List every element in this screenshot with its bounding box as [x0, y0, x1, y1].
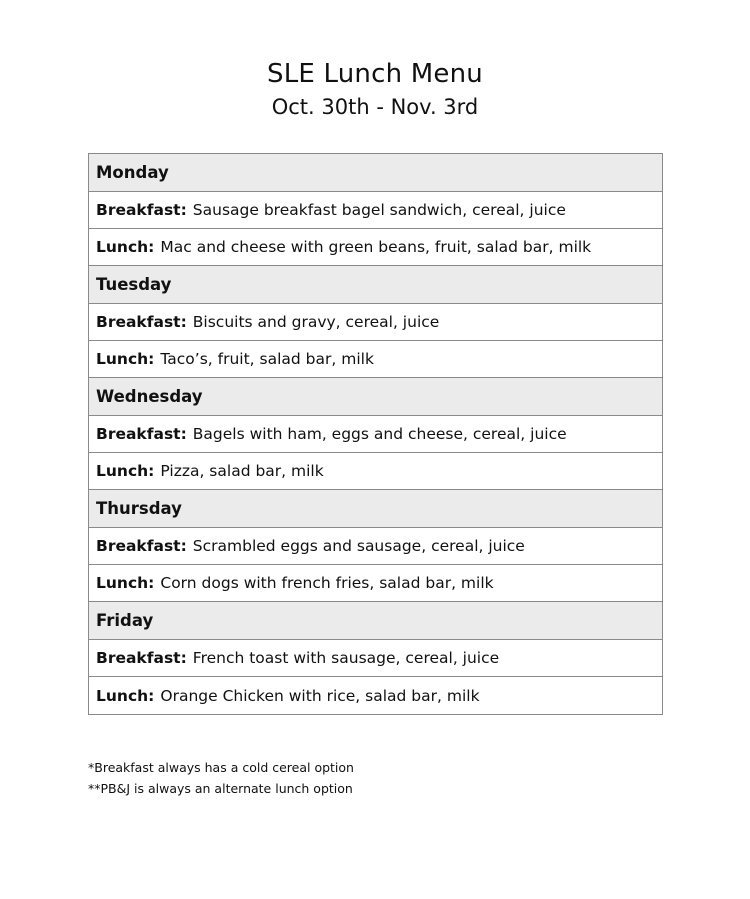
day-header-thursday: Thursday — [89, 490, 662, 528]
breakfast-label: Breakfast: — [96, 425, 187, 443]
lunch-items: Orange Chicken with rice, salad bar, milk — [160, 686, 480, 705]
breakfast-label: Breakfast: — [96, 201, 187, 219]
breakfast-items: Biscuits and gravy, cereal, juice — [192, 313, 440, 331]
breakfast-items: Scrambled eggs and sausage, cereal, juice — [192, 537, 525, 555]
day-header-monday: Monday — [89, 154, 662, 192]
breakfast-row-thursday — [89, 528, 662, 565]
lunch-row-wednesday — [89, 453, 662, 490]
lunch-label: Lunch: — [96, 462, 155, 480]
breakfast-label: Breakfast: — [96, 313, 187, 331]
day-header-tuesday: Tuesday — [89, 266, 662, 304]
lunch-label: Lunch: — [96, 686, 155, 705]
breakfast-items: Sausage breakfast bagel sandwich, cereal, juice — [192, 201, 566, 219]
lunch-row-friday — [89, 677, 662, 714]
footnote-lunch: **PB&J is always an alternate lunch option — [88, 781, 353, 796]
lunch-items: Mac and cheese with green beans, fruit, salad bar, milk — [160, 238, 592, 256]
lunch-items: Pizza, salad bar, milk — [160, 462, 324, 480]
breakfast-label: Breakfast: — [96, 649, 187, 667]
breakfast-items: Bagels with ham, eggs and cheese, cereal, juice — [192, 425, 567, 443]
breakfast-row-friday — [89, 640, 662, 677]
lunch-label: Lunch: — [96, 350, 155, 368]
lunch-items: Corn dogs with french fries, salad bar, milk — [160, 574, 494, 592]
breakfast-label: Breakfast: — [96, 537, 187, 555]
day-header-friday: Friday — [89, 602, 662, 640]
footnote-breakfast: *Breakfast always has a cold cereal option — [88, 760, 354, 775]
footnotes — [88, 757, 354, 799]
lunch-label: Lunch: — [96, 238, 155, 256]
page-title: SLE Lunch Menu — [267, 59, 483, 89]
breakfast-row-tuesday — [89, 304, 662, 341]
breakfast-items: French toast with sausage, cereal, juice — [192, 649, 500, 667]
lunch-row-tuesday — [89, 341, 662, 378]
menu-table — [88, 153, 663, 715]
lunch-row-thursday — [89, 565, 662, 602]
lunch-row-monday — [89, 229, 662, 266]
day-header-wednesday: Wednesday — [89, 378, 662, 416]
breakfast-row-wednesday — [89, 416, 662, 453]
page-subtitle: Oct. 30th - Nov. 3rd — [271, 95, 479, 119]
lunch-label: Lunch: — [96, 574, 155, 592]
breakfast-row-monday — [89, 192, 662, 229]
lunch-items: Taco’s, fruit, salad bar, milk — [160, 350, 374, 368]
